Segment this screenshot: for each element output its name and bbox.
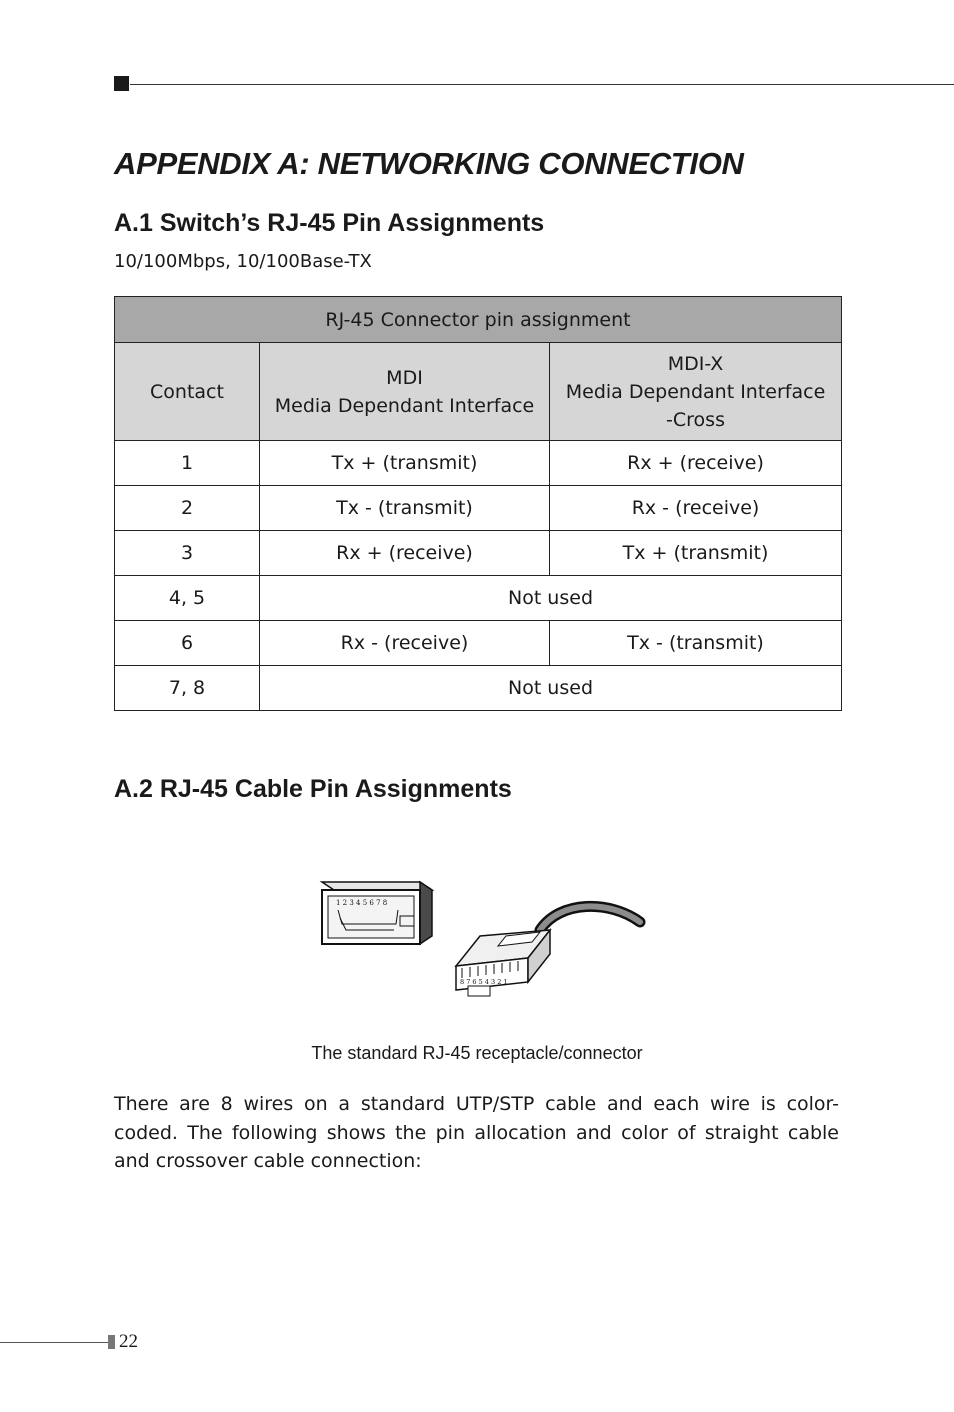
cell-mdix: Tx - (transmit): [550, 621, 842, 666]
section-heading-a2: A.2 RJ-45 Cable Pin Assignments: [114, 775, 512, 803]
page-title: APPENDIX A: NETWORKING CONNECTION: [114, 146, 744, 181]
cell-mdix: Rx + (receive): [550, 441, 842, 486]
cell-contact: 6: [115, 621, 260, 666]
header-contact: Contact: [115, 343, 260, 441]
pin-assignment-table: [114, 296, 842, 711]
header-mdi-sub: Media Dependant Interface: [274, 394, 535, 417]
table-row: [115, 531, 842, 576]
header-mdix-sub2: -Cross: [666, 408, 725, 431]
cell-mdix: Rx - (receive): [550, 486, 842, 531]
header-square: [114, 76, 129, 91]
table-row: [115, 621, 842, 666]
table-caption: RJ-45 Connector pin assignment: [115, 297, 842, 343]
header-rule: [130, 84, 954, 85]
page-number: 22: [119, 1331, 138, 1352]
cell-contact: 3: [115, 531, 260, 576]
table-row: [115, 576, 842, 621]
table-row: [115, 666, 842, 711]
footer-rule: [0, 1342, 108, 1343]
rj45-figure: [310, 860, 650, 1000]
cell-not-used: Not used: [260, 576, 842, 621]
plug-pin-numbers: 8 7 6 5 4 3 2 1: [460, 978, 508, 986]
cell-contact: 1: [115, 441, 260, 486]
section-subtitle: 10/100Mbps, 10/100Base-TX: [114, 251, 372, 272]
receptacle-pin-numbers: 1 2 3 4 5 6 7 8: [336, 899, 388, 907]
cell-contact: 2: [115, 486, 260, 531]
cell-mdi: Tx - (transmit): [260, 486, 550, 531]
cell-mdix: Tx + (transmit): [550, 531, 842, 576]
rj45-plug-illustration: [456, 906, 640, 996]
table-row: [115, 486, 842, 531]
table-row: [115, 441, 842, 486]
header-mdix: [550, 343, 842, 441]
header-mdi: [260, 343, 550, 441]
cell-not-used: Not used: [260, 666, 842, 711]
section-heading-a1: A.1 Switch’s RJ-45 Pin Assignments: [114, 209, 545, 237]
header-mdix-label: MDI-X: [667, 352, 724, 375]
header-mdix-sub: Media Dependant Interface: [565, 380, 826, 403]
figure-caption: The standard RJ-45 receptacle/connector: [311, 1043, 643, 1063]
cell-mdi: Tx + (transmit): [260, 441, 550, 486]
cell-contact: 7, 8: [115, 666, 260, 711]
body-paragraph: There are 8 wires on a standard UTP/STP cable and each wire is color-coded. The following shows the pin allocation and color of straight cable and crossover cable connection:: [114, 1093, 839, 1172]
cell-contact: 4, 5: [115, 576, 260, 621]
footer-square: [108, 1335, 115, 1349]
cell-mdi: Rx - (receive): [260, 621, 550, 666]
cell-mdi: Rx + (receive): [260, 531, 550, 576]
header-mdi-label: MDI: [386, 366, 423, 389]
rj45-receptacle-illustration: [322, 882, 432, 944]
